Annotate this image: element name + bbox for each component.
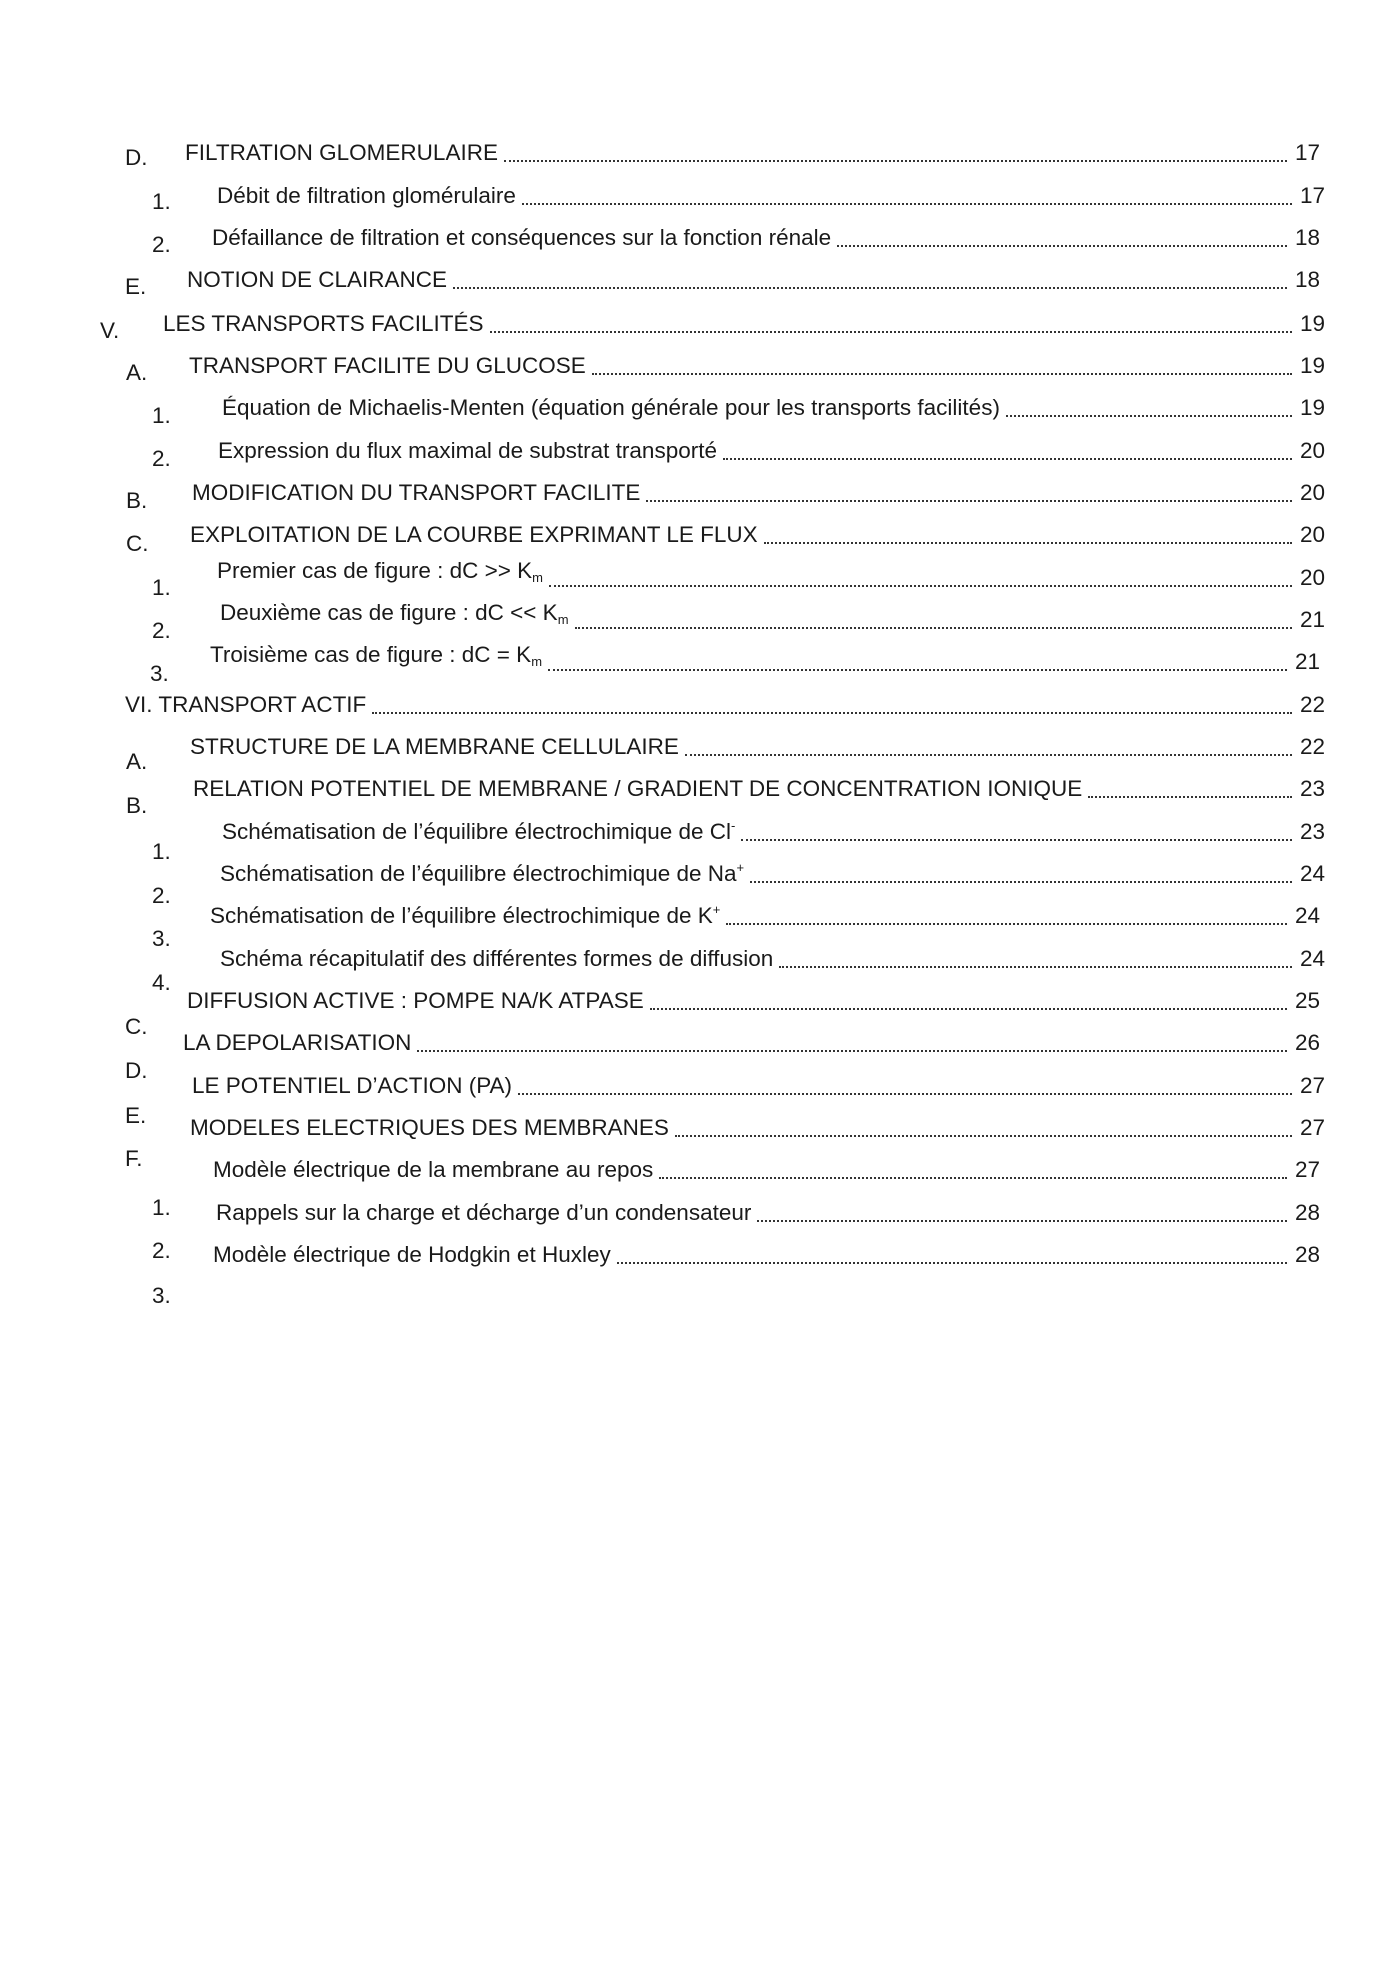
toc-entry-subscript: m <box>557 612 569 627</box>
toc-entry-page-number: 23 <box>1299 776 1325 801</box>
toc-entry-superscript: - <box>731 818 736 833</box>
toc-entry[interactable] <box>163 307 1325 341</box>
toc-entry-title-text: LES TRANSPORTS FACILITÉS <box>163 311 484 336</box>
toc-entry-page-number: 19 <box>1299 353 1325 378</box>
toc-dot-leader <box>1088 772 1292 806</box>
toc-entry-page-number: 23 <box>1299 819 1325 844</box>
toc-entry-title-text: MODELES ELECTRIQUES DES MEMBRANES <box>190 1115 669 1140</box>
toc-entry-title <box>216 1196 757 1230</box>
toc-entry-marker: V. <box>100 318 120 343</box>
toc-entry-title <box>217 554 549 595</box>
toc-entry-page-number: 22 <box>1299 692 1325 717</box>
toc-entry-page-number: 18 <box>1294 225 1320 250</box>
toc-entry-marker: 2. <box>152 618 171 643</box>
toc-dot-leader <box>549 561 1292 595</box>
toc-entry-title <box>213 1238 617 1272</box>
toc-entry-page-number: 24 <box>1294 903 1320 928</box>
toc-entry-title <box>190 1111 675 1145</box>
toc-dot-leader <box>837 221 1287 255</box>
toc-entry-page-number: 20 <box>1299 438 1325 463</box>
toc-entry-title-text: Défaillance de filtration et conséquences sur la fonction rénale <box>212 225 832 250</box>
toc-entry-page-number: 17 <box>1294 140 1320 165</box>
toc-entry-title-text: Expression du flux maximal de substrat transporté <box>218 438 717 463</box>
toc-entry-marker: D. <box>125 1058 148 1083</box>
toc-entry[interactable] <box>185 136 1320 170</box>
toc-entry-superscript: + <box>736 860 745 875</box>
toc-dot-leader <box>417 1026 1287 1060</box>
toc-entry[interactable] <box>220 600 1325 637</box>
toc-entry-marker: D. <box>125 145 148 170</box>
toc-entry[interactable] <box>213 1153 1320 1187</box>
toc-entry-page-number: 19 <box>1299 311 1325 336</box>
toc-entry-title <box>222 391 1006 425</box>
toc-dot-leader <box>726 899 1287 933</box>
toc-dot-leader <box>504 136 1287 170</box>
toc-entry-page-number: 28 <box>1294 1242 1320 1267</box>
toc-entry[interactable] <box>183 1026 1320 1060</box>
toc-entry-title-text: Rappels sur la charge et décharge d’un condensateur <box>216 1200 752 1225</box>
toc-dot-leader <box>659 1153 1287 1187</box>
toc-entry-marker: 1. <box>152 1195 171 1220</box>
toc-entry-marker: B. <box>126 488 148 513</box>
toc-entry[interactable] <box>192 476 1325 510</box>
toc-entry[interactable] <box>125 688 1325 722</box>
toc-entry[interactable] <box>222 815 1325 849</box>
toc-entry-title <box>187 263 453 297</box>
toc-entry-marker: 2. <box>152 1238 171 1263</box>
toc-entry-title-text: Deuxième cas de figure : dC << K <box>220 600 558 625</box>
toc-entry-title <box>190 730 685 764</box>
toc-dot-leader <box>548 645 1287 679</box>
toc-entry-title-text: TRANSPORT FACILITE DU GLUCOSE <box>189 353 586 378</box>
toc-dot-leader <box>617 1238 1287 1272</box>
toc-entry-title-text: Schématisation de l’équilibre électrochimique de Cl <box>222 819 732 844</box>
toc-entry-title <box>189 349 592 383</box>
toc-entry-marker: 1. <box>152 189 171 214</box>
toc-entry[interactable] <box>190 730 1325 764</box>
toc-entry-title <box>125 688 372 722</box>
toc-entry-marker: 3. <box>152 926 171 951</box>
toc-dot-leader <box>750 857 1292 891</box>
toc-entry-title-text: Troisième cas de figure : dC = K <box>210 642 532 667</box>
toc-entry-title <box>210 638 548 679</box>
toc-dot-leader <box>518 1069 1292 1103</box>
toc-entry[interactable] <box>220 857 1325 891</box>
toc-entry-title <box>218 434 723 468</box>
toc-entry-title <box>185 136 504 170</box>
toc-dot-leader <box>685 730 1292 764</box>
toc-entry-marker: E. <box>125 1103 147 1128</box>
toc-entry-page-number: 19 <box>1299 395 1325 420</box>
toc-entry-title-text: Équation de Michaelis-Menten (équation générale pour les transports facilités) <box>222 395 1000 420</box>
toc-dot-leader <box>675 1111 1292 1145</box>
toc-entry[interactable] <box>213 1238 1320 1272</box>
toc-entry-title-text: FILTRATION GLOMERULAIRE <box>185 140 498 165</box>
toc-dot-leader <box>372 688 1292 722</box>
toc-entry-marker: 1. <box>152 403 171 428</box>
toc-dot-leader <box>575 603 1292 637</box>
toc-entry-page-number: 21 <box>1294 649 1320 674</box>
toc-dot-leader <box>650 984 1287 1018</box>
toc-dot-leader <box>1006 391 1292 425</box>
toc-entry-page-number: 28 <box>1294 1200 1320 1225</box>
toc-entry-page-number: 18 <box>1294 267 1320 292</box>
toc-entry-title <box>217 179 522 213</box>
toc-dot-leader <box>779 942 1292 976</box>
toc-entry-marker: 2. <box>152 883 171 908</box>
toc-entry[interactable] <box>189 349 1325 383</box>
toc-entry-marker: C. <box>125 1014 148 1039</box>
toc-entry-title <box>220 596 575 637</box>
toc-entry-marker: B. <box>126 793 148 818</box>
toc-entry-marker: 4. <box>152 970 171 995</box>
toc-dot-leader <box>490 307 1292 341</box>
toc-entry-title <box>193 772 1088 806</box>
toc-entry[interactable] <box>217 179 1325 213</box>
toc-entry[interactable] <box>212 221 1320 255</box>
toc-dot-leader <box>453 263 1287 297</box>
toc-entry-title-text: Modèle électrique de Hodgkin et Huxley <box>213 1242 611 1267</box>
toc-dot-leader <box>646 476 1292 510</box>
toc-entry-page-number: 20 <box>1299 480 1325 505</box>
toc-entry[interactable] <box>216 1196 1320 1230</box>
toc-entry-page-number: 21 <box>1299 607 1325 632</box>
toc-entry-superscript: + <box>712 902 721 917</box>
toc-entry[interactable] <box>218 434 1325 468</box>
toc-entry-marker: 3. <box>152 1283 171 1308</box>
toc-entry-title-text: Premier cas de figure : dC >> K <box>217 558 533 583</box>
toc-entry-title <box>163 307 490 341</box>
toc-entry-marker: 3. <box>150 661 169 686</box>
toc-entry-page-number: 27 <box>1299 1073 1325 1098</box>
toc-entry-title <box>222 809 741 849</box>
toc-entry-page-number: 26 <box>1294 1030 1320 1055</box>
toc-entry-title-text: VI. TRANSPORT ACTIF <box>125 692 367 717</box>
toc-entry-title-text: Schématisation de l’équilibre électrochimique de Na <box>220 861 737 886</box>
toc-entry-title <box>213 1153 659 1187</box>
toc-entry-marker: E. <box>125 274 147 299</box>
toc-entry-title-text: MODIFICATION DU TRANSPORT FACILITE <box>192 480 641 505</box>
toc-entry-subscript: m <box>532 570 543 585</box>
toc-entry-marker: A. <box>126 360 148 385</box>
toc-entry-title <box>220 942 779 976</box>
toc-entry[interactable] <box>192 1069 1325 1103</box>
toc-entry-page-number: 27 <box>1294 1157 1320 1182</box>
toc-entry-title <box>183 1026 417 1060</box>
toc-entry[interactable] <box>193 772 1325 806</box>
toc-entry[interactable] <box>187 984 1320 1018</box>
toc-entry-title-text: Schématisation de l’équilibre électrochimique de K <box>210 903 713 928</box>
toc-entry[interactable] <box>220 942 1325 976</box>
toc-entry-page-number: 25 <box>1294 988 1320 1013</box>
toc-entry-page-number: 24 <box>1299 861 1325 886</box>
toc-dot-leader <box>522 179 1292 213</box>
toc-entry-marker: F. <box>125 1146 143 1171</box>
toc-dot-leader <box>723 434 1292 468</box>
toc-entry-page-number: 17 <box>1299 183 1325 208</box>
toc-entry-title <box>210 893 726 933</box>
toc-entry-title-text: RELATION POTENTIEL DE MEMBRANE / GRADIENT DE CONCENTRATION IONIQUE <box>193 776 1083 801</box>
toc-entry[interactable] <box>187 263 1320 297</box>
toc-entry-title-text: Schéma récapitulatif des différentes formes de diffusion <box>220 946 774 971</box>
toc-entry-title <box>192 1069 518 1103</box>
toc-entry[interactable] <box>190 1111 1325 1145</box>
toc-dot-leader <box>741 815 1292 849</box>
toc-entry[interactable] <box>222 391 1325 425</box>
toc-entry-title-text: LA DEPOLARISATION <box>183 1030 412 1055</box>
toc-entry[interactable] <box>217 558 1325 595</box>
toc-entry-title-text: NOTION DE CLAIRANCE <box>187 267 448 292</box>
toc-entry-page-number: 27 <box>1299 1115 1325 1140</box>
toc-entry[interactable] <box>190 518 1325 552</box>
toc-dot-leader <box>757 1196 1287 1230</box>
toc-entry-title-text: Débit de filtration glomérulaire <box>217 183 516 208</box>
toc-dot-leader <box>592 349 1292 383</box>
toc-entry-marker: A. <box>126 749 148 774</box>
toc-entry-title-text: STRUCTURE DE LA MEMBRANE CELLULAIRE <box>190 734 679 759</box>
toc-entry-title <box>212 221 837 255</box>
toc-entry-title <box>187 984 650 1018</box>
toc-entry[interactable] <box>210 899 1320 933</box>
toc-entry-title-text: EXPLOITATION DE LA COURBE EXPRIMANT LE FLUX <box>190 522 758 547</box>
toc-entry-title-text: DIFFUSION ACTIVE : POMPE NA/K ATPASE <box>187 988 644 1013</box>
toc-entry-marker: 1. <box>152 839 171 864</box>
toc-entry-page-number: 24 <box>1299 946 1325 971</box>
toc-entry-page-number: 22 <box>1299 734 1325 759</box>
toc-entry-marker: C. <box>126 531 149 556</box>
toc-entry-title-text: Modèle électrique de la membrane au repos <box>213 1157 654 1182</box>
toc-entry-title <box>190 518 764 552</box>
toc-entry-marker: 1. <box>152 575 171 600</box>
toc-entry[interactable] <box>210 642 1320 679</box>
toc-entry-marker: 2. <box>152 232 171 257</box>
toc-entry-title <box>220 851 750 891</box>
toc-entry-marker: 2. <box>152 446 171 471</box>
toc-entry-page-number: 20 <box>1299 522 1325 547</box>
toc-entry-title-text: LE POTENTIEL D’ACTION (PA) <box>192 1073 513 1098</box>
toc-entry-title <box>192 476 646 510</box>
toc-dot-leader <box>764 518 1292 552</box>
toc-entry-subscript: m <box>531 654 543 669</box>
toc-entry-page-number: 20 <box>1299 565 1325 590</box>
